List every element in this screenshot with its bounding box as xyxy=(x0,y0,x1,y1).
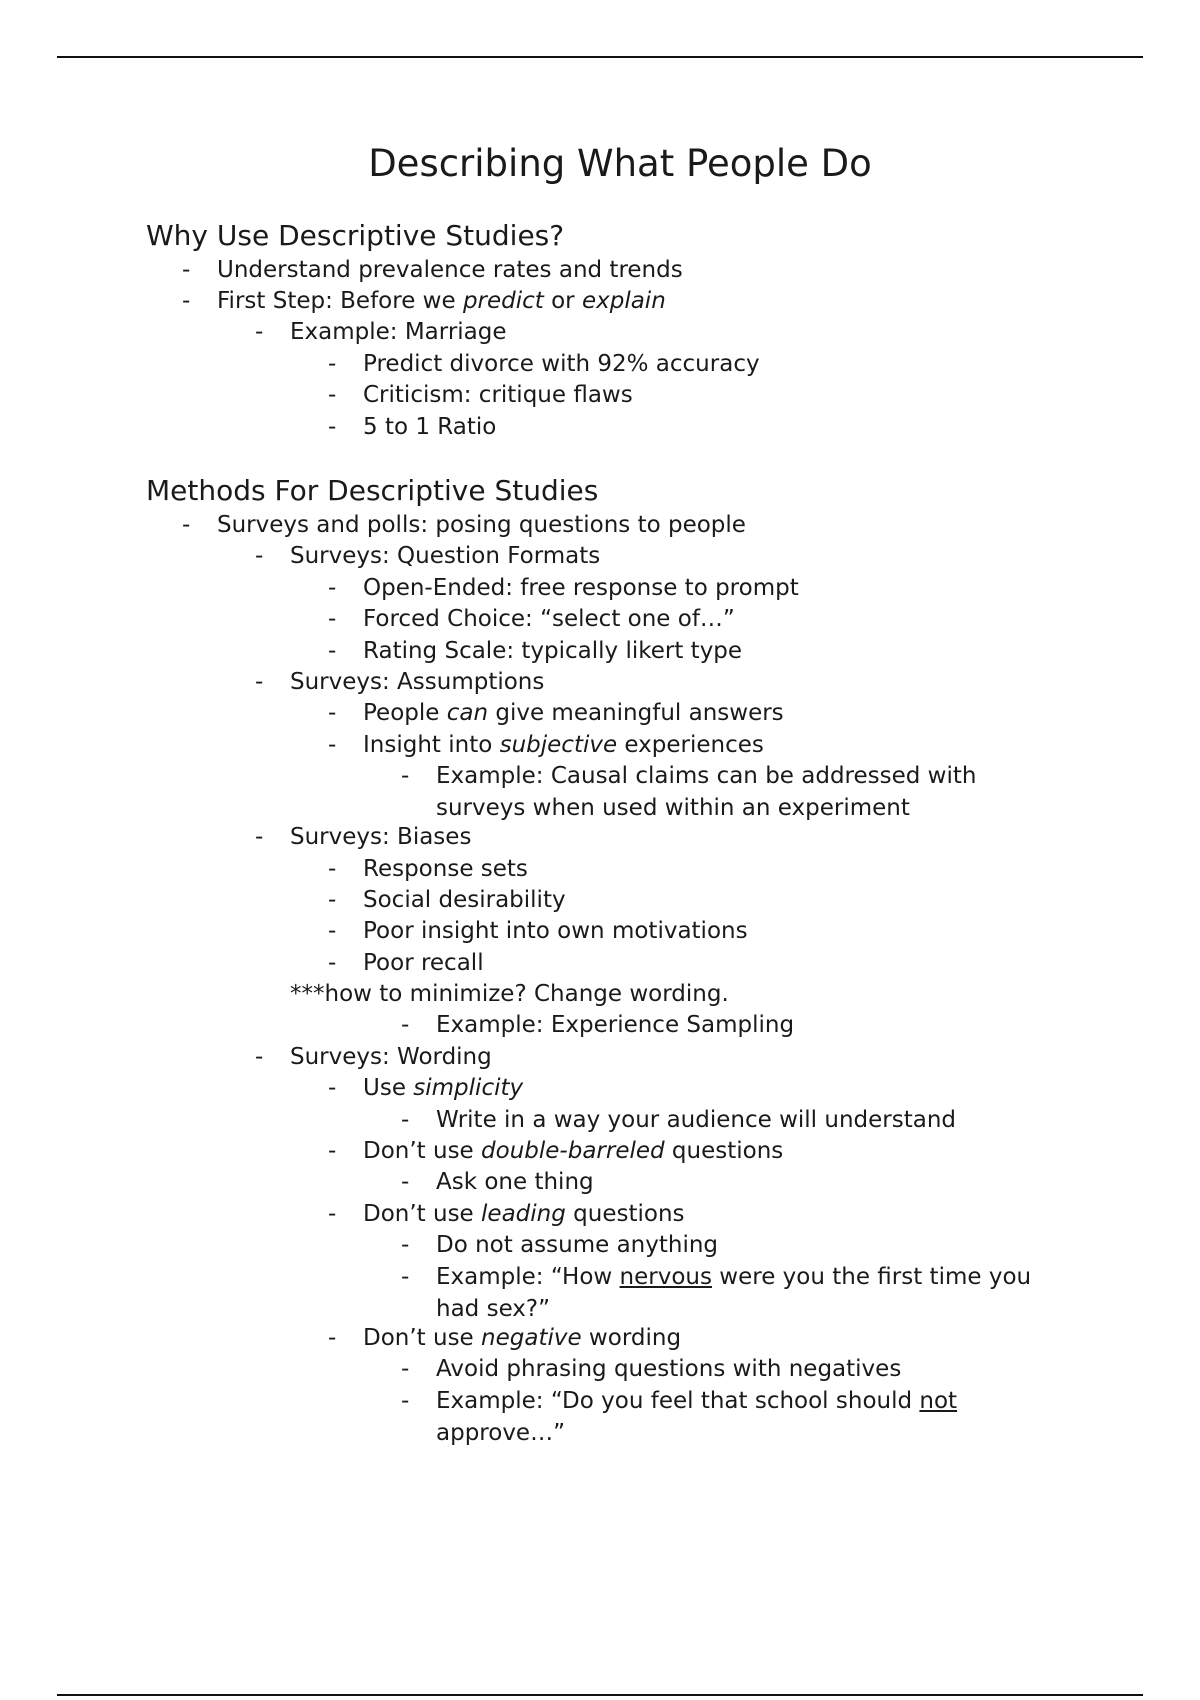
list-item-text: 5 to 1 Ratio xyxy=(363,414,497,440)
list-item-text: Forced Choice: “select one of…” xyxy=(363,606,735,632)
list-item-text: Example: “Do you feel that school should not xyxy=(436,1388,958,1414)
list-item-text: Example: “How nervous were you the first time you xyxy=(436,1264,1032,1290)
list-item-text: Poor recall xyxy=(363,950,484,976)
bullet-dash: - xyxy=(255,319,264,345)
bullet-dash: - xyxy=(328,382,337,408)
bullet-dash: - xyxy=(401,1356,410,1382)
bullet-dash: - xyxy=(255,543,264,569)
bullet-dash: - xyxy=(328,887,337,913)
bullet-dash: - xyxy=(328,918,337,944)
bullet-dash: - xyxy=(401,1107,410,1133)
top-rule xyxy=(57,56,1143,58)
bullet-dash: - xyxy=(182,512,191,538)
bullet-dash: - xyxy=(255,824,264,850)
list-item-text: Surveys: Assumptions xyxy=(290,669,545,695)
list-item-text: Use simplicity xyxy=(363,1075,524,1101)
bullet-dash: - xyxy=(328,1075,337,1101)
bullet-dash: - xyxy=(328,950,337,976)
list-item-text: Example: Marriage xyxy=(290,319,507,345)
list-item-text: Avoid phrasing questions with negatives xyxy=(436,1356,902,1382)
list-item-text: Example: Causal claims can be addressed with xyxy=(436,763,977,789)
list-item-text: People can give meaningful answers xyxy=(363,700,784,726)
list-item-text: Write in a way your audience will understand xyxy=(436,1107,956,1133)
list-item-text: Understand prevalence rates and trends xyxy=(217,257,683,283)
list-item-text: Open-Ended: free response to prompt xyxy=(363,575,799,601)
bullet-dash: - xyxy=(328,606,337,632)
bullet-dash: - xyxy=(328,638,337,664)
list-item-text: Surveys: Question Formats xyxy=(290,543,601,569)
bullet-dash: - xyxy=(328,856,337,882)
page-title: Describing What People Do xyxy=(368,142,872,185)
list-item-text: Don’t use leading questions xyxy=(363,1201,685,1227)
bottom-rule xyxy=(57,1694,1143,1696)
list-item-text: Don’t use double-barreled questions xyxy=(363,1138,784,1164)
bullet-dash: - xyxy=(255,669,264,695)
bullet-dash: - xyxy=(328,414,337,440)
section-heading: Why Use Descriptive Studies? xyxy=(146,219,565,252)
bullet-dash: - xyxy=(401,763,410,789)
list-item-text: Do not assume anything xyxy=(436,1232,719,1258)
list-item-text: Surveys: Wording xyxy=(290,1044,492,1070)
bullet-dash: - xyxy=(328,575,337,601)
bullet-dash: - xyxy=(401,1264,410,1290)
bullet-dash: - xyxy=(182,288,191,314)
list-item-text: First Step: Before we predict or explain xyxy=(217,288,666,314)
annotation-note: ***how to minimize? Change wording. xyxy=(290,981,729,1007)
list-item-text: Surveys and polls: posing questions to people xyxy=(217,512,746,538)
list-item-text: Criticism: critique flaws xyxy=(363,382,633,408)
list-item-text: Rating Scale: typically likert type xyxy=(363,638,743,664)
bullet-dash: - xyxy=(328,732,337,758)
list-item-text: Ask one thing xyxy=(436,1169,594,1195)
bullet-dash: - xyxy=(255,1044,264,1070)
bullet-dash: - xyxy=(328,1138,337,1164)
bullet-dash: - xyxy=(328,351,337,377)
bullet-dash: - xyxy=(328,1325,337,1351)
bullet-dash: - xyxy=(401,1169,410,1195)
list-item-text: Poor insight into own motivations xyxy=(363,918,748,944)
list-item-text-continued: surveys when used within an experiment xyxy=(436,795,910,821)
bullet-dash: - xyxy=(328,1201,337,1227)
bullet-dash: - xyxy=(182,257,191,283)
bullet-dash: - xyxy=(401,1388,410,1414)
section-heading: Methods For Descriptive Studies xyxy=(146,474,599,507)
list-item-text: Predict divorce with 92% accuracy xyxy=(363,351,760,377)
list-item-text: Surveys: Biases xyxy=(290,824,472,850)
list-item-text: Response sets xyxy=(363,856,528,882)
list-item-text: Insight into subjective experiences xyxy=(363,732,764,758)
list-item-text: Don’t use negative wording xyxy=(363,1325,682,1351)
list-item-text: Example: Experience Sampling xyxy=(436,1012,795,1038)
bullet-dash: - xyxy=(401,1232,410,1258)
bullet-dash: - xyxy=(328,700,337,726)
list-item-text: Social desirability xyxy=(363,887,566,913)
list-item-text-continued: approve…” xyxy=(436,1420,565,1446)
bullet-dash: - xyxy=(401,1012,410,1038)
list-item-text-continued: had sex?” xyxy=(436,1296,551,1322)
